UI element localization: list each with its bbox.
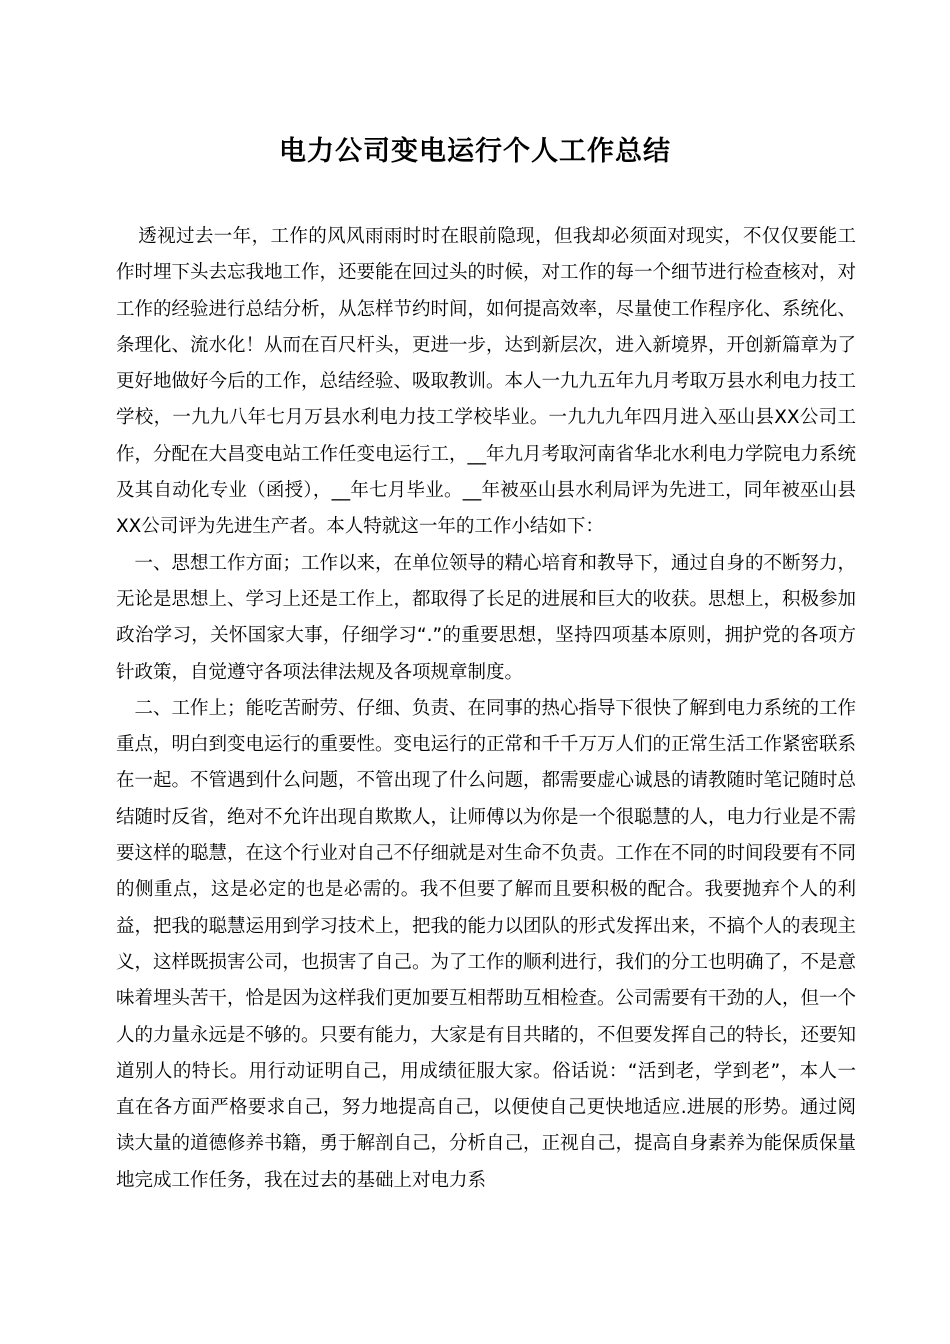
document-body [116, 219, 856, 1199]
paragraph-ideological-work: 一、思想工作方面；工作以来，在单位领导的精心培育和教导下，通过自身的不断努力，无论是思想上、学习上还是工作上，都取得了长足的进展和巨大的收获。思想上，积极参加政治学习，关怀国家大事，仔细学习“.”的重要思想，坚持四项基本原则，拥护党的各项方针政策，自觉遵守各项法律法规及各项规章制度。 [116, 552, 857, 683]
paragraph-work: 二、工作上；能吃苦耐劳、仔细、负责、在同事的热心指导下很快了解到电力系统的工作重点，明白到变电运行的重要性。变电运行的正常和千千万万人们的正常生活工作紧密联系在一起。不管遇到什么问题，不管出现了什么问题，都需要虚心诚恳的请教随时笔记随时总结随时反省，绝对不允许出现自欺欺人，让师傅以为你是一个很聪慧的人，电力行业是不需要这样的聪慧，在这个行业对自己不仔细就是对生命不负责。工作在不同的时间段要有不同的侧重点，这是必定的也是必需的。我不但要了解而且要积极的配合。我要抛弃个人的利益，把我的聪慧运用到学习技术上，把我的能力以团队的形式发挥出来，不搞个人的表现主义，这样既损害公司，也损害了自己。为了工作的顺利进行，我们的分工也明确了，不是意味着埋头苦干，恰是因为这样我们更加要互相帮助互相检查。公司需要有干劲的人，但一个人的力量永远是不够的。只要有能力，大家是有目共睹的，不但要发挥自己的特长，还要知道别人的特长。用行动证明自己，用成绩征服大家。俗话说：“活到老，学到老”，本人一直在各方面严格要求自己，努力地提高自己，以便使自己更快地适应.进展的形势。通过阅读大量的道德修养书籍，勇于解剖自己，分析自己，正视自己，提高自身素养为能保质保量地完成工作任务，我在过去的基础上对电力系 [116, 697, 857, 1191]
document-title: 电力公司变电运行个人工作总结 [279, 136, 671, 167]
paragraph-introduction: 透视过去一年，工作的风风雨雨时时在眼前隐现，但我却必须面对现实，不仅仅要能工作时埋下头去忘我地工作，还要能在回过头的时候，对工作的每一个细节进行检查核对，对工作的经验进行总结分析，从怎样节约时间，如何提高效率，尽量使工作程序化、系统化、条理化、流水化！从而在百尺杆头，更进一步，达到新层次，进入新境界，开创新篇章为了更好地做好今后的工作，总结经验、吸取教训。本人一九九五年九月考取万县水利电力技工学校，一九九八年七月万县水利电力技工学校毕业。一九九九年四月进入巫山县XX公司工作，分配在大昌变电站工作任变电运行工，__年九月考取河南省华北水利电力学院电力系统及其自动化专业（函授），__年七月毕业。__年被巫山县水利局评为先进工，同年被巫山县XX公司评为先进生产者。本人特就这一年的工作小结如下： [116, 226, 857, 538]
